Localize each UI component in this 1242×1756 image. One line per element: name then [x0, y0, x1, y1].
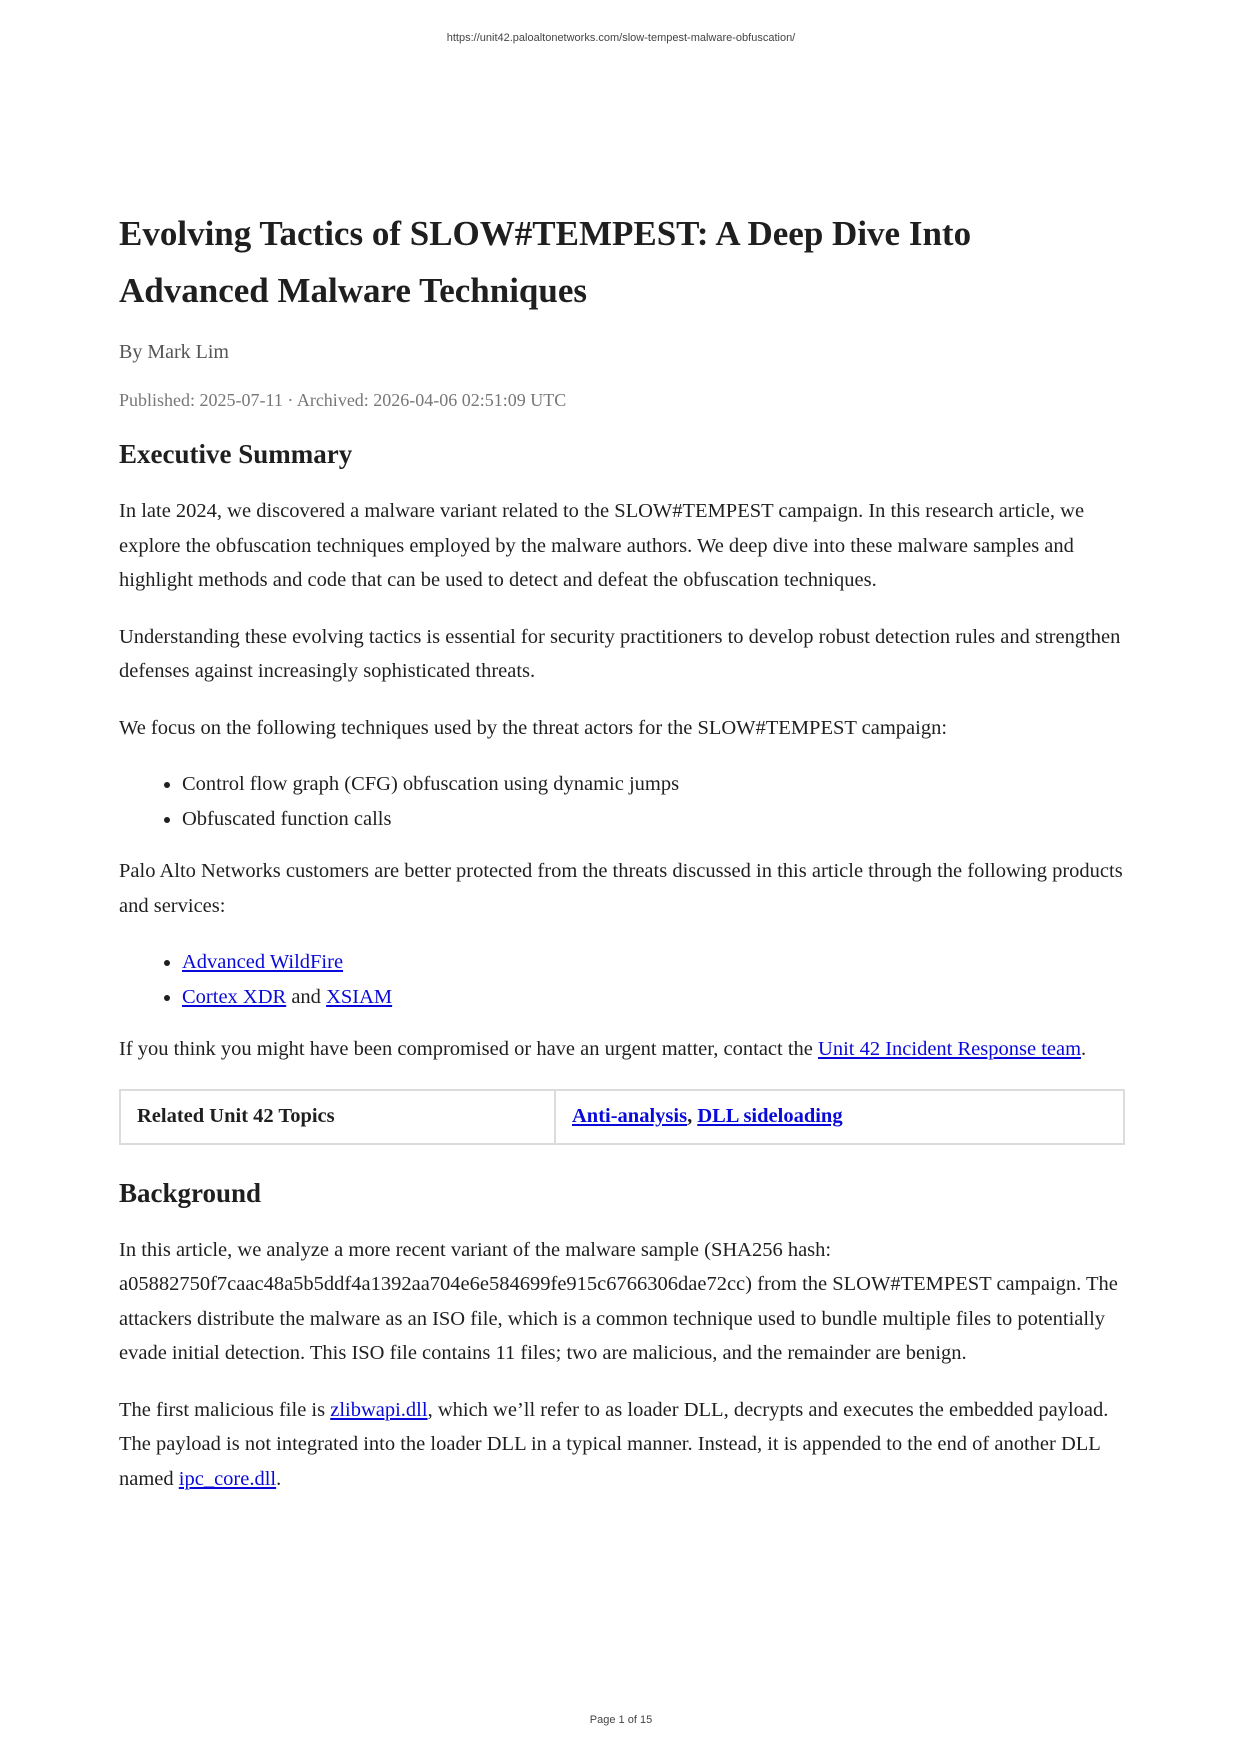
- techniques-list: [119, 767, 1125, 836]
- background-paragraph-1: In this article, we analyze a more recent variant of the malware sample (SHA256 hash: a05882750f7caac48a5b5ddf4a1392aa704e6e584699fe915c6766306dae72cc) from the SLOW#TEMPEST campaign. The attackers distribute the malware as an ISO file, which is a common technique used to bundle multiple files to potentially evade initial detection. This ISO file contains 11 files; two are malicious, and the remainder are benign.: [119, 1238, 1118, 1364]
- background-paragraph-2: [119, 1393, 1125, 1497]
- executive-summary-heading: Executive Summary: [119, 439, 353, 469]
- list-item: • Obfuscated function calls: [182, 802, 1125, 837]
- summary-paragraph-5: [119, 1032, 1125, 1067]
- publish-meta: Published: 2025-07-11 · Archived: 2026-04-06 02:51:09 UTC: [119, 390, 567, 410]
- xsiam-link[interactable]: XSIAM: [326, 985, 393, 1008]
- article-content: [119, 205, 1125, 1518]
- list-item: [182, 945, 1125, 980]
- dll-sideloading-link[interactable]: DLL sideloading: [697, 1105, 843, 1127]
- article-title: Evolving Tactics of SLOW#TEMPEST: A Deep Dive Into Advanced Malware Techniques: [119, 214, 972, 310]
- zlibwapi-dll-link[interactable]: zlibwapi.dll: [330, 1398, 428, 1421]
- advanced-wildfire-link[interactable]: Advanced WildFire: [182, 951, 344, 973]
- summary-paragraph-1: In late 2024, we discovered a malware variant related to the SLOW#TEMPEST campaign. In this research article, we explore the obfuscation techniques employed by the malware authors. We deep dive into these malware samples and highlight methods and code that can be used to detect and defeat the obfuscation techniques.: [119, 500, 1085, 591]
- background-heading: Background: [119, 1177, 262, 1208]
- related-topics-table: [119, 1089, 1125, 1145]
- summary-paragraph-2: Understanding these evolving tactics is essential for security practitioners to develop robust detection rules and strengthen defenses against increasingly sophisticated threats.: [119, 625, 1121, 682]
- cortex-xdr-link[interactable]: Cortex XDR: [182, 985, 287, 1008]
- anti-analysis-link[interactable]: Anti-analysis: [572, 1105, 688, 1127]
- contact-text: If you think you might have been compromised or have an urgent matter, contact the: [119, 1038, 819, 1060]
- source-url: https://unit42.paloaltonetworks.com/slow-tempest-malware-obfuscation/: [446, 32, 796, 44]
- list-item: [182, 980, 1125, 1015]
- background-text: , which we’ll refer to as loader DLL, decrypts and executes the embedded payload. The payload is not integrated into the loader DLL in a typical manner. Instead, it is appended to the end of another DLL named: [119, 1398, 1109, 1490]
- summary-paragraph-3: We focus on the following techniques used by the threat actors for the SLOW#TEMPEST campaign:: [119, 716, 948, 739]
- author-byline: By Mark Lim: [119, 341, 229, 363]
- background-text: The first malicious file is: [119, 1398, 331, 1421]
- topic-separator: ,: [687, 1105, 698, 1127]
- background-text: .: [276, 1467, 282, 1490]
- summary-paragraph-4: Palo Alto Networks customers are better protected from the threats discussed in this article through the following products and services:: [119, 860, 1123, 917]
- ipc-core-dll-link[interactable]: ipc_core.dll: [178, 1467, 277, 1490]
- list-item: • Control flow graph (CFG) obfuscation using dynamic jumps: [182, 767, 1125, 802]
- related-topics-links: [555, 1090, 1124, 1144]
- page-number: Page 1 of 15: [589, 1714, 653, 1726]
- conjunction-text: and: [286, 985, 327, 1008]
- related-topics-label: Related Unit 42 Topics: [120, 1090, 555, 1144]
- products-list: [119, 945, 1125, 1014]
- incident-response-link[interactable]: Unit 42 Incident Response team: [818, 1038, 1082, 1060]
- period-text: .: [1081, 1038, 1087, 1060]
- table-row: [120, 1090, 1124, 1144]
